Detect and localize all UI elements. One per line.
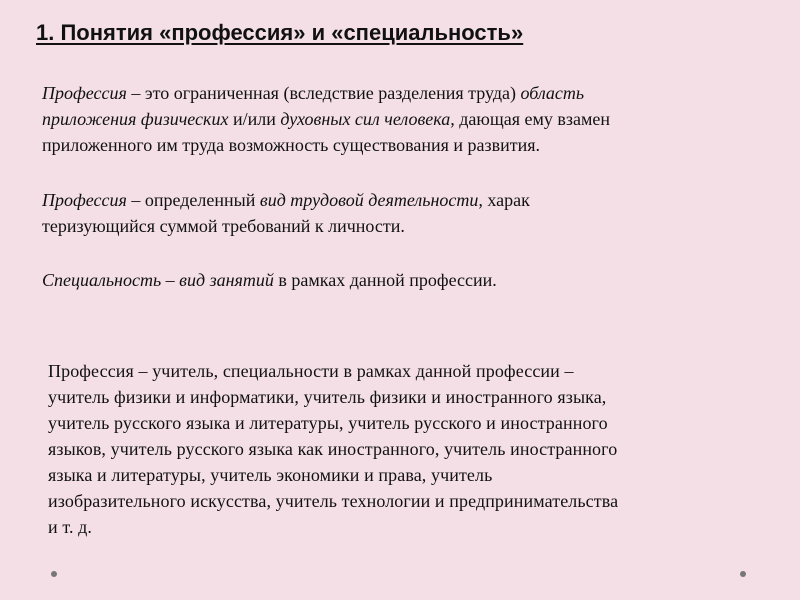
term-profession: Профессия (42, 83, 127, 103)
profession-definition-2 (42, 187, 530, 239)
profession-definition-1 (42, 80, 610, 158)
definition-line: приложенного им труда возможность существования и развития. (42, 135, 541, 155)
term-profession: Профессия (42, 190, 127, 210)
example-line: и т. д. (48, 517, 93, 537)
example-line: учитель физики и информатики, учитель физики и иностранного языка, (48, 387, 607, 407)
example-line: Профессия – учитель, специальности в рамках данной профессии – (48, 361, 574, 381)
term-specialty: Специальность (42, 270, 162, 290)
definition-line: приложения физических и/или духовных сил человека, дающая ему взамен (42, 109, 610, 129)
example-line: изобразительного искусства, учитель технологии и предпринимательства (48, 491, 619, 511)
example-line: языка и литературы, учитель экономики и права, учитель (48, 465, 493, 485)
example-line: учитель русского языка и литературы, учитель русского и иностранного (48, 413, 608, 433)
definition-line: Специальность – вид занятий в рамках данной профессии. (42, 270, 497, 290)
definition-line: Профессия – определенный вид трудовой деятельности, харак (42, 190, 530, 210)
example-line: языков, учитель русского языка как иностранного, учитель иностранного (48, 439, 618, 459)
slide-title: 1. Понятия «профессия» и «специальность» (36, 20, 524, 45)
definition-line: теризующийся суммой требований к личности. (42, 216, 405, 236)
specialty-definition (42, 267, 497, 293)
definition-line: Профессия – это ограниченная (вследствие разделения труда) область (42, 83, 585, 103)
decorative-dot-right (740, 571, 746, 577)
example-paragraph (48, 358, 618, 540)
decorative-dot-left (51, 571, 57, 577)
